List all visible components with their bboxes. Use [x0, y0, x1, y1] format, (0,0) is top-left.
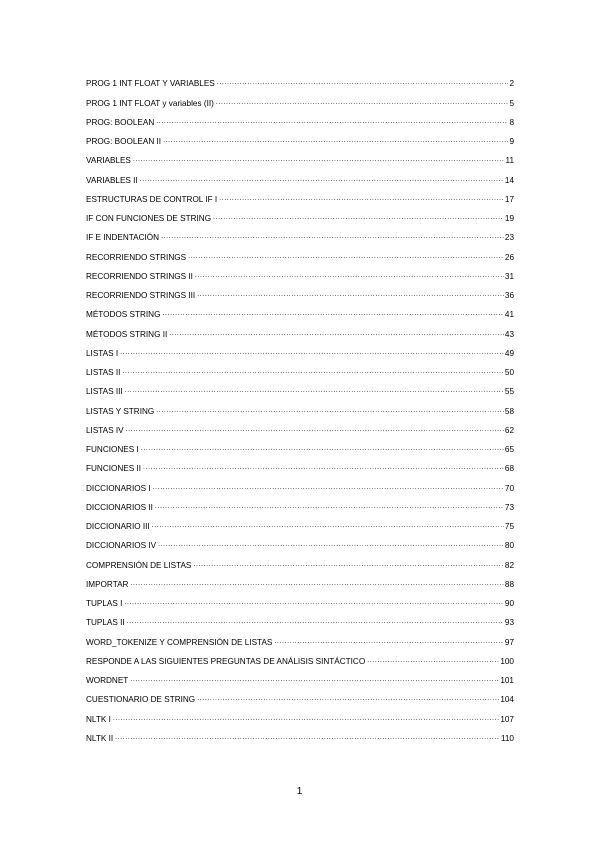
toc-dot-leader — [113, 714, 499, 724]
toc-entry-title: VARIABLES II — [86, 175, 138, 185]
toc-entry-page-number: 26 — [504, 252, 514, 262]
toc-dot-leader — [188, 252, 504, 262]
toc-entry-page-number: 88 — [504, 579, 514, 589]
toc-entry-title: ESTRUCTURAS DE CONTROL IF I — [86, 194, 218, 204]
toc-entry-page-number: 8 — [509, 117, 514, 127]
toc-entry-page-number: 75 — [504, 522, 514, 531]
toc-entry-page-number: 14 — [504, 175, 514, 185]
toc-entry-title: LISTAS II — [86, 368, 121, 377]
toc-entry[interactable] — [86, 686, 514, 705]
toc-entry-title: VARIABLES — [86, 156, 131, 166]
toc-dot-leader — [367, 656, 499, 666]
toc-entry-title: IF CON FUNCIONES DE STRING — [86, 214, 212, 223]
toc-entry-title: PROG 1 INT FLOAT y variables (II) — [86, 98, 214, 108]
toc-dot-leader — [197, 290, 504, 300]
toc-entry-title: TUPLAS I — [86, 599, 123, 608]
toc-entry-title: MÉTODOS STRING — [86, 310, 161, 320]
toc-entry-title: IF E INDENTACIÓN — [86, 233, 160, 243]
toc-dot-leader — [143, 463, 504, 473]
toc-dot-leader — [169, 329, 504, 339]
toc-entry-page-number: 55 — [504, 387, 514, 397]
toc-entry-title: DICCIONARIOS II — [86, 502, 153, 512]
toc-entry-page-number: 104 — [500, 695, 514, 705]
toc-entry-page-number: 65 — [504, 445, 514, 454]
toc-entry-page-number: 49 — [504, 348, 514, 358]
toc-entry-title: IMPORTAR — [86, 579, 129, 589]
toc-entry[interactable] — [86, 263, 514, 282]
toc-entry[interactable] — [86, 494, 514, 513]
toc-entry-page-number: 73 — [504, 502, 514, 512]
toc-dot-leader — [141, 444, 504, 454]
toc-dot-leader — [193, 560, 503, 570]
toc-entry-page-number: 82 — [504, 560, 514, 570]
toc-dot-leader — [158, 540, 504, 550]
toc-entry[interactable] — [86, 571, 514, 590]
toc-entry[interactable] — [86, 128, 514, 147]
page-number: 1 — [296, 786, 303, 797]
toc-entry[interactable] — [86, 186, 514, 205]
toc-entry[interactable] — [86, 590, 514, 609]
toc-entry[interactable] — [86, 628, 514, 647]
toc-entry-title: PROG: BOOLEAN II — [86, 137, 162, 146]
toc-entry-page-number: 11 — [505, 156, 514, 166]
toc-entry[interactable] — [86, 455, 514, 474]
toc-entry[interactable] — [86, 667, 514, 686]
toc-entry[interactable] — [86, 609, 514, 628]
toc-entry[interactable] — [86, 147, 514, 166]
toc-entry[interactable] — [86, 243, 514, 262]
toc-entry-title: FUNCIONES II — [86, 464, 142, 474]
toc-entry-page-number: 68 — [504, 464, 514, 474]
toc-entry-page-number: 58 — [504, 406, 514, 416]
toc-dot-leader — [127, 617, 504, 627]
toc-entry-title: LISTAS I — [86, 348, 119, 358]
toc-entry[interactable] — [86, 397, 514, 416]
toc-entry-page-number: 70 — [504, 483, 514, 493]
toc-entry[interactable] — [86, 705, 514, 724]
toc-dot-leader — [125, 386, 504, 396]
toc-entry[interactable] — [86, 109, 514, 128]
toc-entry-title: DICCIONARIOS I — [86, 483, 151, 493]
toc-entry-page-number: 110 — [500, 733, 514, 743]
toc-entry-page-number: 90 — [504, 599, 514, 608]
toc-dot-leader — [219, 194, 504, 204]
toc-dot-leader — [156, 406, 504, 416]
toc-entry-page-number: 62 — [504, 425, 514, 435]
toc-dot-leader — [216, 98, 509, 108]
toc-entry-page-number: 19 — [504, 214, 514, 223]
toc-dot-leader — [115, 733, 500, 743]
toc-entry[interactable] — [86, 282, 514, 301]
toc-entry[interactable] — [86, 417, 514, 436]
toc-entry-title: NLTK II — [86, 733, 114, 743]
toc-dot-leader — [162, 309, 503, 319]
toc-dot-leader — [122, 367, 503, 377]
toc-entry-title: RECORRIENDO STRINGS II — [86, 271, 193, 281]
toc-entry-title: RESPONDE A LAS SIGUIENTES PREGUNTAS DE ANÁLISIS SINTÁCTICO — [86, 656, 366, 666]
toc-dot-leader — [126, 425, 504, 435]
toc-entry[interactable] — [86, 532, 514, 551]
toc-entry[interactable] — [86, 166, 514, 185]
toc-entry-title: LISTAS IV — [86, 425, 124, 435]
toc-dot-leader — [213, 213, 504, 223]
toc-entry-page-number: 2 — [509, 79, 514, 89]
toc-dot-leader — [161, 232, 504, 242]
toc-entry[interactable] — [86, 551, 514, 570]
toc-dot-leader — [156, 117, 508, 127]
toc-entry-title: PROG: BOOLEAN — [86, 117, 155, 127]
toc-dot-leader — [130, 675, 499, 685]
toc-entry-page-number: 17 — [504, 194, 514, 204]
toc-entry-page-number: 41 — [504, 310, 514, 320]
toc-entry-page-number: 50 — [504, 368, 514, 377]
toc-entry-page-number: 80 — [504, 541, 514, 551]
toc-entry-title: WORD_TOKENIZE Y COMPRENSIÓN DE LISTAS — [86, 637, 273, 647]
toc-entry-title: PROG 1 INT FLOAT Y VARIABLES — [86, 79, 215, 89]
toc-entry-page-number: 101 — [500, 676, 514, 685]
toc-entry-page-number: 9 — [509, 137, 514, 146]
toc-entry[interactable] — [86, 89, 514, 108]
toc-dot-leader — [274, 637, 504, 647]
toc-entry[interactable] — [86, 301, 514, 320]
toc-entry-page-number: 31 — [504, 271, 514, 281]
toc-dot-leader — [197, 694, 499, 704]
toc-entry-title: RECORRIENDO STRINGS III — [86, 291, 196, 300]
toc-entry-title: WORDNET — [86, 676, 129, 685]
toc-entry-title: MÉTODOS STRING II — [86, 329, 168, 339]
toc-entry-title: LISTAS III — [86, 387, 123, 397]
toc-dot-leader — [155, 502, 504, 512]
toc-entry-page-number: 100 — [500, 656, 514, 666]
toc-entry-page-number: 23 — [504, 233, 514, 243]
toc-dot-leader — [130, 579, 503, 589]
toc-dot-leader — [120, 348, 504, 358]
toc-entry-title: RECORRIENDO STRINGS — [86, 252, 187, 262]
toc-entry[interactable] — [86, 513, 514, 532]
toc-entry[interactable] — [86, 474, 514, 493]
toc-entry[interactable] — [86, 378, 514, 397]
toc-entry-page-number: 43 — [504, 329, 514, 339]
toc-dot-leader — [124, 598, 503, 608]
toc-entry[interactable] — [86, 70, 514, 89]
toc-dot-leader — [217, 78, 509, 88]
toc-entry-title: NLTK I — [86, 714, 111, 724]
toc-dot-leader — [153, 483, 504, 493]
toc-entry[interactable] — [86, 648, 514, 667]
toc-dot-leader — [140, 175, 504, 185]
toc-dot-leader — [195, 271, 504, 281]
toc-entry[interactable] — [86, 340, 514, 359]
toc-entry[interactable] — [86, 725, 514, 744]
toc-dot-leader — [133, 155, 505, 165]
toc-entry[interactable] — [86, 205, 514, 224]
toc-entry-title: COMPRENSIÓN DE LISTAS — [86, 560, 192, 570]
toc-entry-title: DICCIONARIO III — [86, 522, 150, 531]
toc-entry[interactable] — [86, 359, 514, 378]
toc-entry-page-number: 5 — [509, 98, 514, 108]
toc-entry-page-number: 93 — [504, 618, 514, 628]
toc-entry-page-number: 107 — [500, 714, 514, 724]
toc-entry-title: FUNCIONES I — [86, 445, 139, 454]
table-of-contents — [86, 70, 514, 744]
toc-entry-title: LISTAS Y STRING — [86, 406, 155, 416]
toc-entry-title: CUESTIONARIO DE STRING — [86, 695, 196, 705]
toc-entry[interactable] — [86, 320, 514, 339]
toc-dot-leader — [163, 136, 508, 146]
toc-dot-leader — [152, 521, 504, 531]
toc-entry[interactable] — [86, 224, 514, 243]
toc-entry-title: DICCIONARIOS IV — [86, 541, 157, 551]
toc-entry-title: TUPLAS II — [86, 618, 125, 628]
toc-entry[interactable] — [86, 436, 514, 455]
toc-entry-page-number: 97 — [504, 637, 514, 647]
toc-entry-page-number: 36 — [504, 291, 514, 300]
